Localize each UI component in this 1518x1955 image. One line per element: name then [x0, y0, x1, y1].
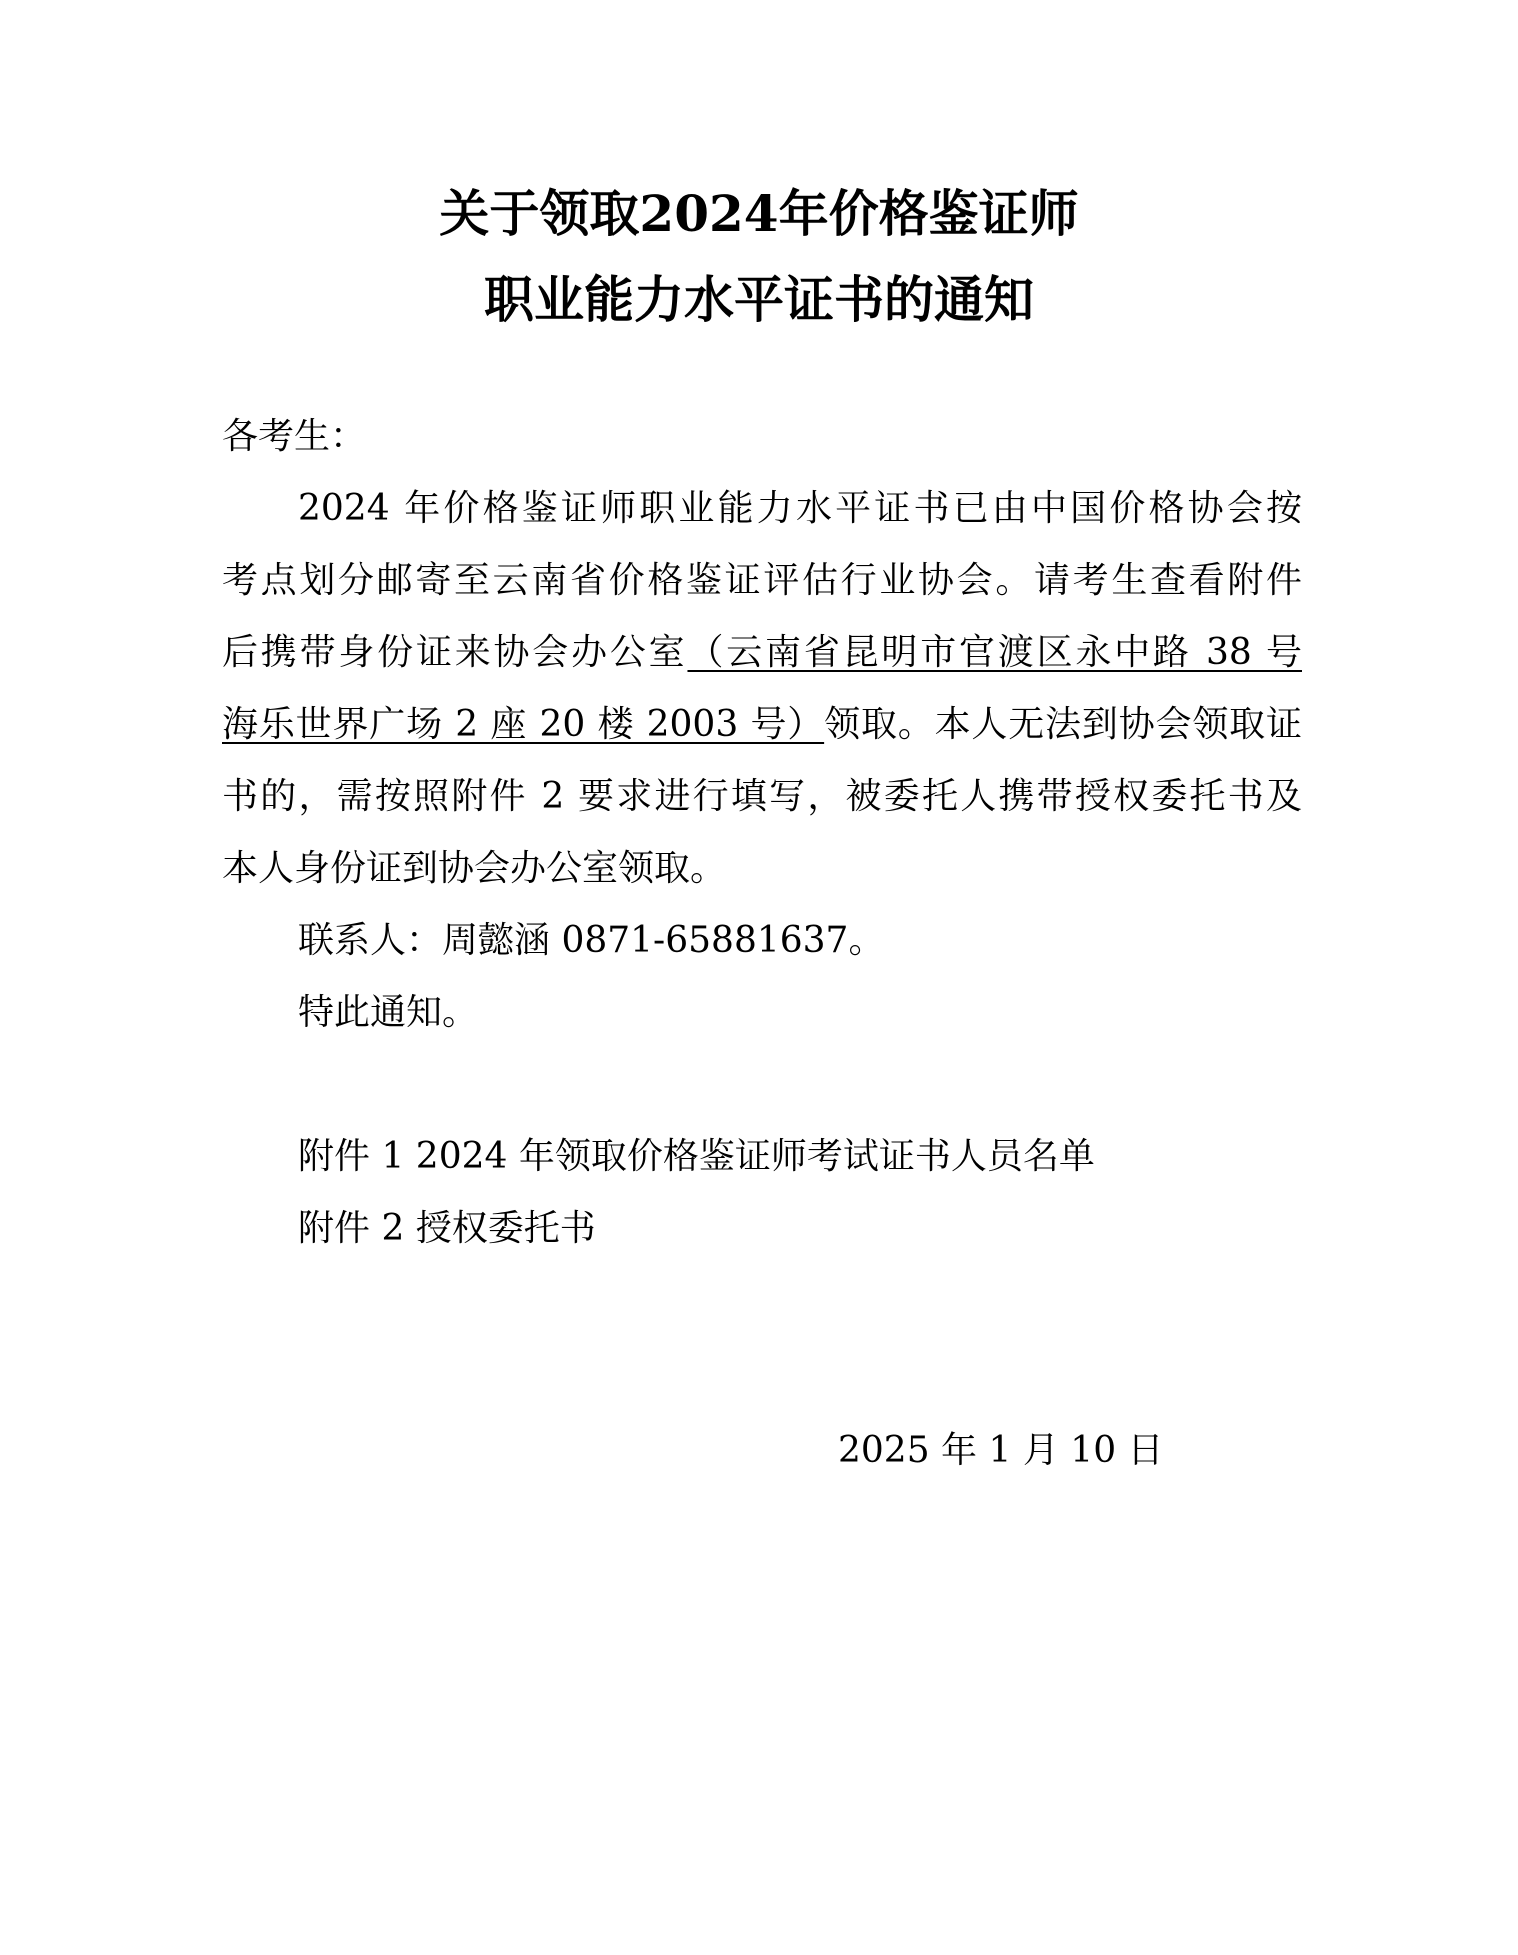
- paragraph-line: 本人身份证到协会办公室领取。: [222, 848, 727, 889]
- paragraph-line: 2024 年价格鉴证师职业能力水平证书已由中国价格协会按: [298, 488, 1302, 529]
- paragraph-line: [222, 630, 1302, 676]
- document-date: 2025 年 1 月 10 日: [838, 1430, 1164, 1471]
- paragraph-text: 后携带身份证来协会办公室: [222, 632, 688, 673]
- document-title-line-2: 职业能力水平证书的通知: [484, 270, 1034, 329]
- attachment-item: 附件 1 2024 年领取价格鉴证师考试证书人员名单: [298, 1136, 1095, 1177]
- address-underlined: （云南省昆明市官渡区永中路 38 号: [687, 632, 1302, 673]
- salutation: 各考生：: [222, 416, 367, 457]
- attachment-item: 附件 2 授权委托书: [298, 1208, 596, 1249]
- paragraph-text: 领取。本人无法到协会领取证: [824, 704, 1302, 745]
- contact-line: 联系人：周懿涵 0871-65881637。: [298, 920, 885, 961]
- address-underlined: 海乐世界广场 2 座 20 楼 2003 号）: [222, 704, 825, 745]
- document-title-line-1: 关于领取2024年价格鉴证师: [439, 184, 1079, 243]
- paragraph-line: 书的，需按照附件 2 要求进行填写，被委托人携带授权委托书及: [222, 776, 1302, 817]
- paragraph-line: [222, 702, 1302, 748]
- paragraph-line: 考点划分邮寄至云南省价格鉴证评估行业协会。请考生查看附件: [222, 560, 1302, 601]
- closing-line: 特此通知。: [298, 992, 479, 1033]
